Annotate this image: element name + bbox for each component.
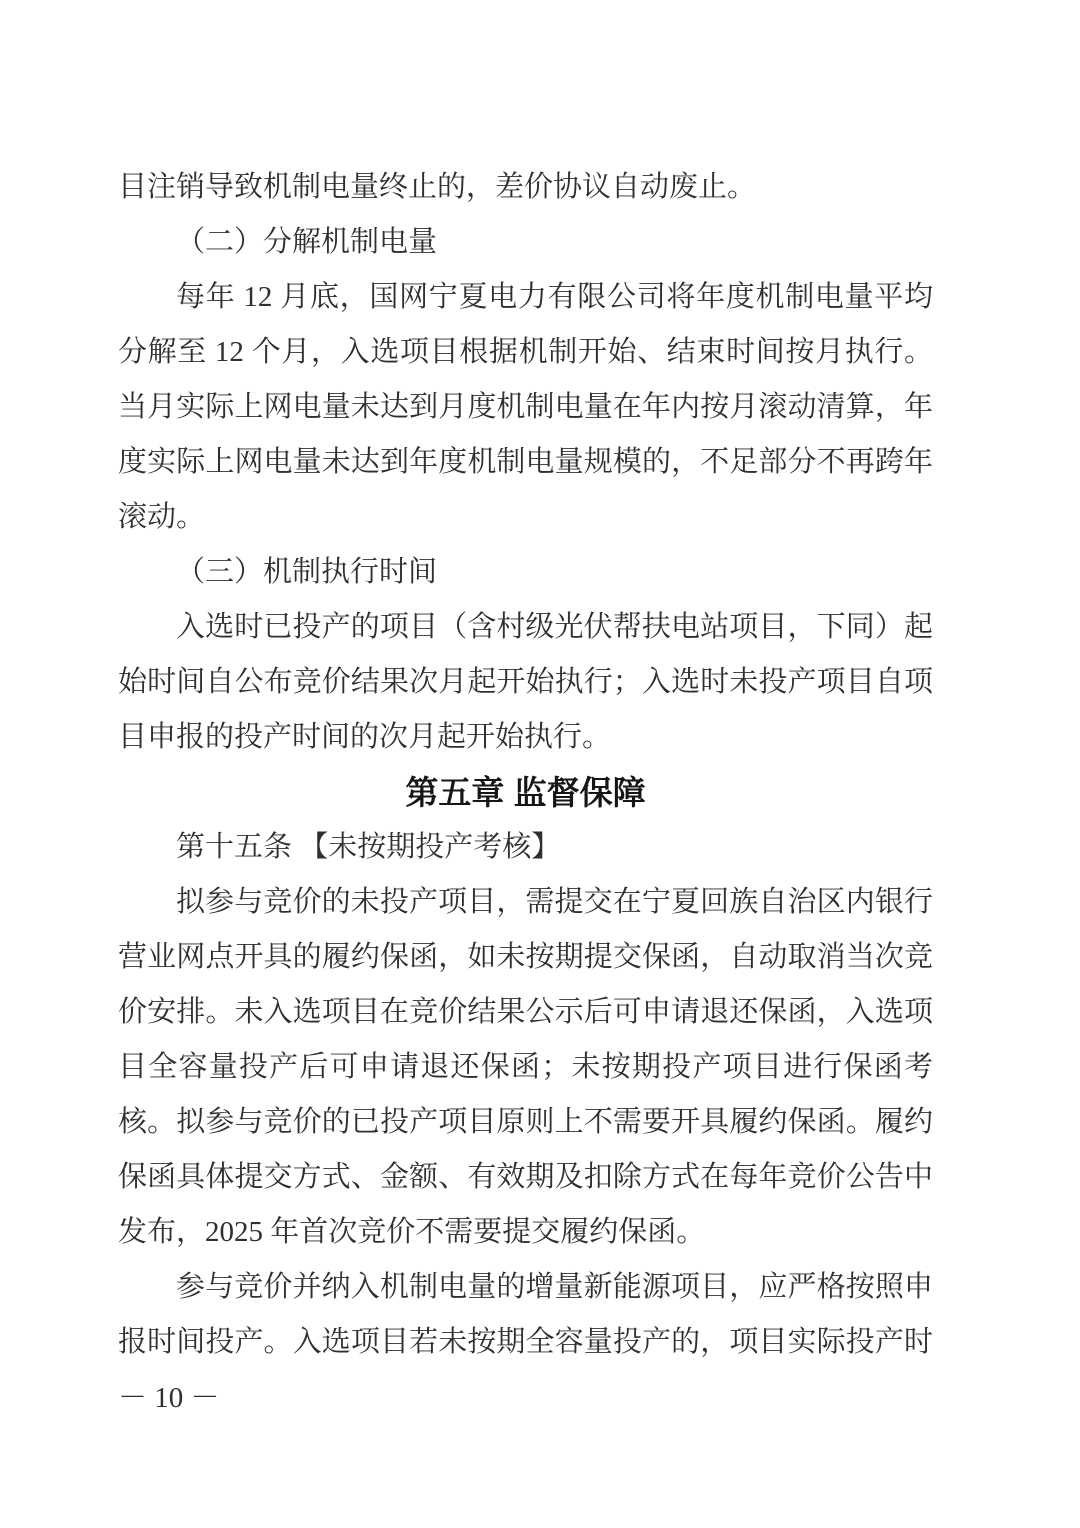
text-line: 发布，2025 年首次竞价不需要提交履约保函。 [118, 1216, 706, 1248]
text-line: 保函具体提交方式、金额、有效期及扣除方式在每年竞价公告中 [118, 1161, 933, 1193]
text-line: 每年 12 月底，国网宁夏电力有限公司将年度机制电量平均 [176, 281, 933, 313]
list-item-heading: （三）机制执行时间 [176, 556, 438, 588]
text-line: 营业网点开具的履约保函，如未按期提交保函，自动取消当次竞 [118, 941, 933, 973]
text-line: 入选时已投产的项目（含村级光伏帮扶电站项目，下同）起 [176, 611, 933, 643]
text-line: 分解至 12 个月，入选项目根据机制开始、结束时间按月执行。 [118, 336, 933, 368]
text-line: 价安排。未入选项目在竞价结果公示后可申请退还保函，入选项 [118, 996, 933, 1028]
text-line: 目申报的投产时间的次月起开始执行。 [118, 721, 612, 753]
text-line: 参与竞价并纳入机制电量的增量新能源项目，应严格按照申 [176, 1271, 933, 1303]
page-number: － 10 － [118, 1382, 220, 1414]
text-line: 当月实际上网电量未达到月度机制电量在年内按月滚动清算，年 [118, 391, 933, 423]
list-item-heading: （二）分解机制电量 [176, 226, 438, 258]
chapter-heading: 第五章 监督保障 [405, 774, 646, 811]
text-line: 目全容量投产后可申请退还保函；未按期投产项目进行保函考 [118, 1051, 933, 1083]
document-body [118, 160, 933, 1370]
text-line: 报时间投产。入选项目若未按期全容量投产的，项目实际投产时 [118, 1326, 933, 1358]
text-line: 度实际上网电量未达到年度机制电量规模的，不足部分不再跨年 [118, 446, 933, 478]
text-line: 目注销导致机制电量终止的，差价协议自动废止。 [118, 171, 757, 203]
text-line: 拟参与竞价的未投产项目，需提交在宁夏回族自治区内银行 [176, 886, 933, 918]
text-line: 滚动。 [118, 501, 206, 533]
text-line: 始时间自公布竞价结果次月起开始执行；入选时未投产项目自项 [118, 666, 933, 698]
article-heading: 第十五条 【未按期投产考核】 [176, 831, 561, 863]
text-line: 核。拟参与竞价的已投产项目原则上不需要开具履约保函。履约 [118, 1106, 933, 1138]
